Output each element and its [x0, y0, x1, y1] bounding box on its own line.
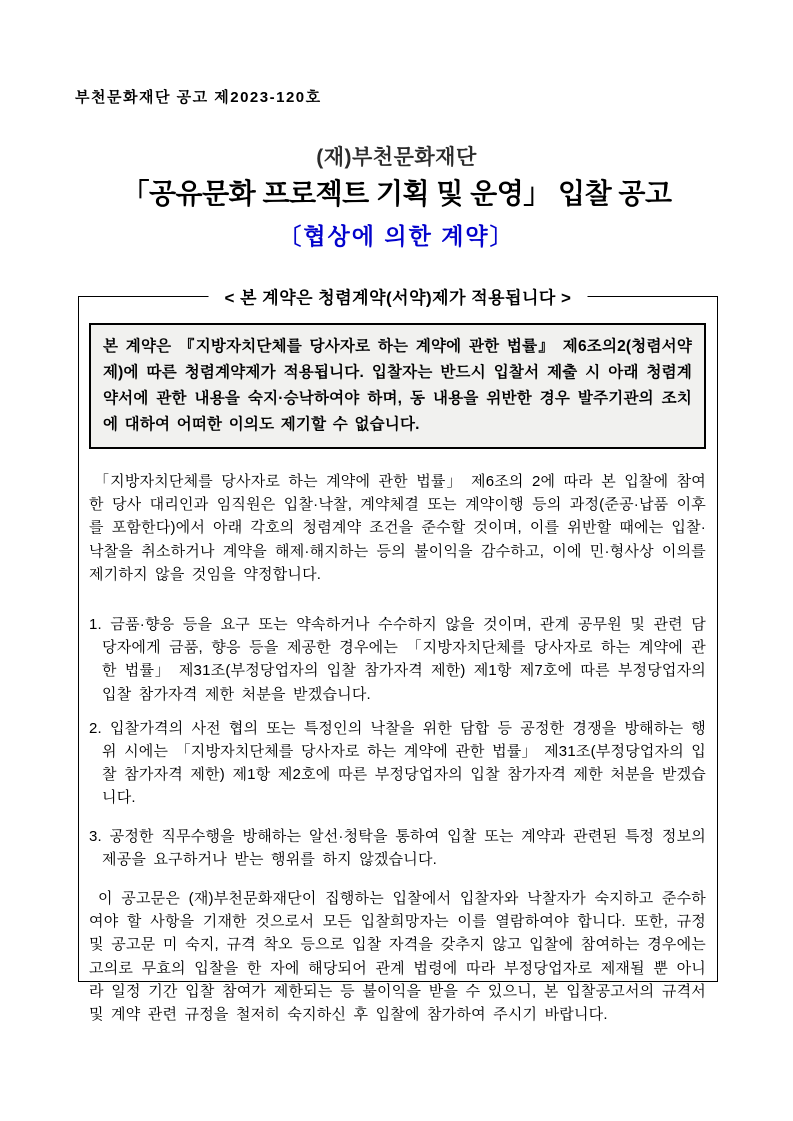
item-text: 입찰가격의 사전 협의 또는 특정인의 낙찰을 위한 담합 등 공정한 경쟁을 방해하는 행위 시에는 「지방자치단체를 당사자로 하는 계약에 관한 법률」 제31조(부정당업자의 입찰 참가자격 제한) 제1항 제2호에 따른 부정당업자의 입찰 참가자격 제한 처분을 받겠습니다. [102, 719, 706, 807]
integrity-closing-paragraph: 이 공고문은 (재)부천문화재단이 집행하는 입찰에서 입찰자와 낙찰자가 숙지하고 준수하여야 할 사항을 기재한 것으로서 모든 입찰희망자는 이를 열람하여야 합니다. 또한, 규정 및 공고문 미 숙지, 규격 착오 등으로 입찰 자격을 갖추지 않고 입찰에 참여하는 경우에는 고의로 무효의 입찰을 한 자에 해당되어 관계 법령에 따라 부정당업자로 제재될 뿐 아니라 일정 기간 입찰 참여가 제한되는 등 불이익을 받을 수 있으니, 본 입찰공고서의 규격서 및 계약 관련 규정을 철저히 숙지하신 후 입찰에 참가하여 주시기 바랍니다. [89, 890, 706, 1024]
integrity-item-1 [89, 613, 706, 706]
item-number: 3. [89, 827, 102, 845]
integrity-pledge-section [78, 288, 718, 1024]
integrity-highlight-box: 본 계약은 『지방자치단체를 당사자로 하는 계약에 관한 법률』 제6조의2(청렴서약제)에 따른 청렴계약제가 적용됩니다. 입찰자는 반드시 입찰서 제출 시 아래 청렴계약서에 관한 내용을 숙지·승낙하여야 하며, 동 내용을 위반한 경우 발주기관의 조치에 대하여 어떠한 이의도 제기할 수 없습니다. [89, 323, 706, 449]
integrity-item-2 [89, 717, 706, 810]
item-text: 금품·향응 등을 요구 또는 약속하거나 수수하지 않을 것이며, 관계 공무원 및 관련 담당자에게 금품, 향응 등을 제공한 경우에는 「지방자치단체를 당사자로 하는 계약에 관한 법률」 제31조(부정당업자의 입찰 참가자격 제한) 제1항 제7호에 따른 부정당업자의 입찰 참가자격 제한 처분을 받겠습니다. [102, 616, 707, 703]
notice-number: 부천문화재단 공고 제2023-120호 [75, 89, 322, 106]
page-title: 「공유문화 프로젝트 기획 및 운영」 입찰 공고 [121, 178, 672, 209]
item-number: 1. [89, 616, 102, 634]
organization-title: (재)부천문화재단 [316, 146, 477, 169]
item-text: 공정한 직무수행을 방해하는 알선·청탁을 통하여 입찰 또는 계약과 관련된 특정 정보의 제공을 요구하거나 받는 행위를 하지 않겠습니다. [102, 827, 706, 868]
integrity-item-3 [89, 825, 706, 871]
integrity-pledge-legend: < 본 계약은 청렴계약(서약)제가 적용됩니다 > [209, 283, 588, 308]
contract-type-subtitle: 〔협상에 의한 계약〕 [278, 223, 515, 249]
integrity-intro-paragraph: 「지방자치단체를 당사자로 하는 계약에 관한 법률」 제6조의 2에 따라 본 입찰에 참여한 당사 대리인과 임직원은 입찰·낙찰, 계약체결 또는 계약이행 등의 과정(준공·납품 이후를 포함한다)에서 아래 각호의 청렴계약 조건을 준수할 것이며, 이를 위반할 때에는 입찰·낙찰을 취소하거나 계약을 해제·해지하는 등의 불이익을 감수하고, 이에 민·형사상 이의를 제기하지 않을 것임을 약정합니다. [89, 473, 706, 583]
item-number: 2. [89, 719, 102, 737]
